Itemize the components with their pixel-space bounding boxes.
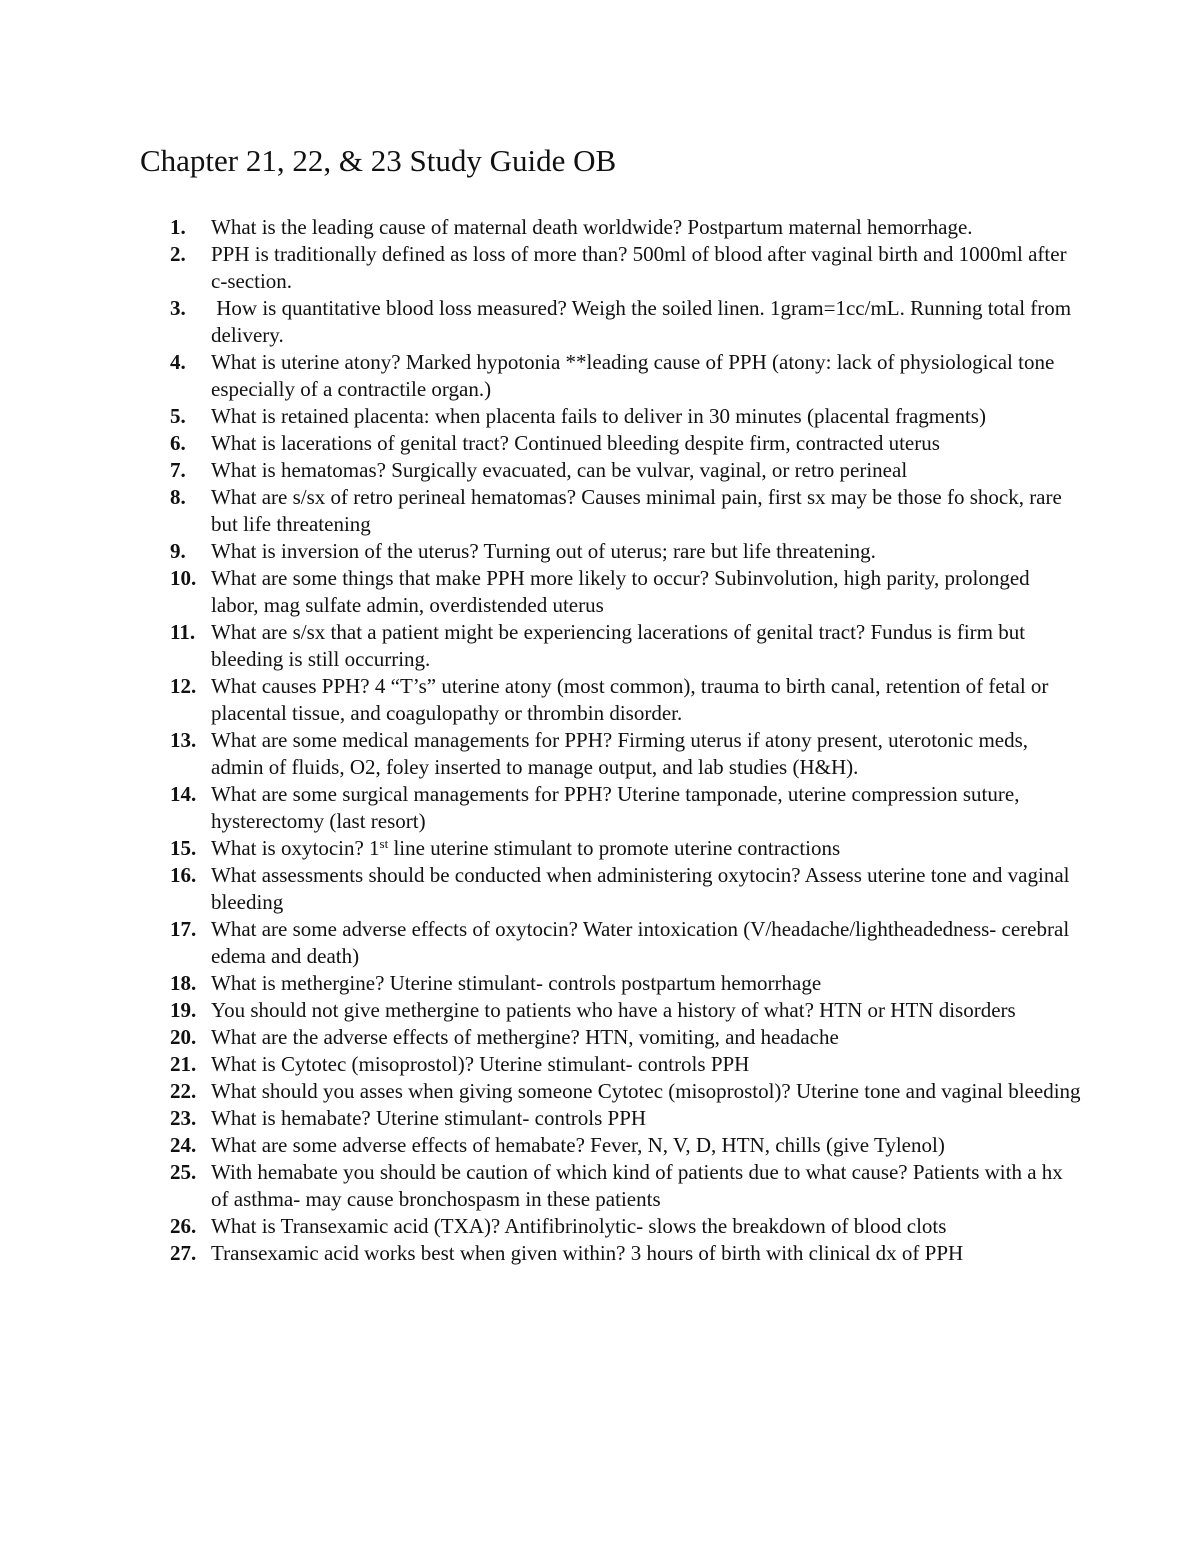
- list-item: [0, 565, 1081, 619]
- item-number: 27.: [170, 1241, 197, 1265]
- item-number: 9.: [170, 539, 186, 563]
- list-item: [0, 1240, 1081, 1267]
- item-number: 17.: [170, 917, 197, 941]
- item-number: 15.: [170, 836, 197, 860]
- item-number: 11.: [170, 620, 196, 644]
- list-item: [0, 1159, 1081, 1213]
- list-item: [0, 916, 1081, 970]
- list-item: [0, 214, 1081, 241]
- item-number: 16.: [170, 863, 197, 887]
- item-text: What are some medical managements for PPH? Firming uterus if atony present, uterotonic meds, admin of fluids, O2, foley inserted to manage output, and lab studies (H&H).: [211, 728, 1029, 779]
- list-item: [0, 430, 1081, 457]
- list-item: [0, 403, 1081, 430]
- item-number: 26.: [170, 1214, 197, 1238]
- item-text-before: What is oxytocin? 1: [211, 836, 380, 860]
- item-text: What is Transexamic acid (TXA)? Antifibrinolytic- slows the breakdown of blood clots: [211, 1214, 947, 1238]
- item-text: What are some adverse effects of oxytocin? Water intoxication (V/headache/lightheadedness- cerebral edema and death): [211, 917, 1070, 968]
- list-item: [0, 997, 1081, 1024]
- item-text: What are some things that make PPH more likely to occur? Subinvolution, high parity, prolonged labor, mag sulfate admin, overdistended uterus: [211, 566, 1030, 617]
- item-number: 5.: [170, 404, 186, 428]
- item-number: 25.: [170, 1160, 197, 1184]
- page-title: Chapter 21, 22, & 23 Study Guide OB: [140, 143, 617, 178]
- item-number: 1.: [170, 215, 186, 239]
- list-item: [0, 484, 1081, 538]
- list-item: [0, 1051, 1081, 1078]
- list-item: [0, 970, 1081, 997]
- list-item: [0, 1024, 1081, 1051]
- item-text: PPH is traditionally defined as loss of more than? 500ml of blood after vaginal birth and 1000ml after c-section.: [211, 242, 1067, 293]
- list-item: [0, 1213, 1081, 1240]
- item-text: What are some surgical managements for PPH? Uterine tamponade, uterine compression suture, hysterectomy (last resort): [211, 782, 1020, 833]
- list-item: [0, 835, 1081, 862]
- item-number: 18.: [170, 971, 197, 995]
- item-number: 8.: [170, 485, 186, 509]
- item-number: 13.: [170, 728, 197, 752]
- list-item: [0, 538, 1081, 565]
- item-number: 12.: [170, 674, 197, 698]
- item-text: What is uterine atony? Marked hypotonia **leading cause of PPH (atony: lack of physiological tone especially of a contractile organ.): [211, 350, 1055, 401]
- list-item: [0, 295, 1081, 349]
- item-number: 22.: [170, 1079, 197, 1103]
- ordinal-superscript: st: [379, 836, 389, 851]
- item-text: Transexamic acid works best when given within? 3 hours of birth with clinical dx of PPH: [211, 1241, 964, 1265]
- item-text: What is inversion of the uterus? Turning out of uterus; rare but life threatening.: [211, 539, 876, 563]
- item-text: What is methergine? Uterine stimulant- controls postpartum hemorrhage: [211, 971, 822, 995]
- list-item: [0, 727, 1081, 781]
- item-text: How is quantitative blood loss measured? Weigh the soiled linen. 1gram=1cc/mL. Running total from delivery.: [211, 296, 1077, 347]
- list-item: [0, 241, 1081, 295]
- item-text: What are the adverse effects of methergine? HTN, vomiting, and headache: [211, 1025, 839, 1049]
- item-text: What is hemabate? Uterine stimulant- controls PPH: [211, 1106, 647, 1130]
- item-text-after: line uterine stimulant to promote uterine contractions: [388, 836, 841, 860]
- item-number: 3.: [170, 296, 186, 320]
- item-number: 23.: [170, 1106, 197, 1130]
- list-item: [0, 1105, 1081, 1132]
- list-item: [0, 781, 1081, 835]
- list-item: [0, 1132, 1081, 1159]
- item-text: What is hematomas? Surgically evacuated, can be vulvar, vaginal, or retro perineal: [211, 458, 908, 482]
- item-number: 19.: [170, 998, 197, 1022]
- item-text: You should not give methergine to patients who have a history of what? HTN or HTN disorders: [211, 998, 1016, 1022]
- item-text: What are s/sx that a patient might be experiencing lacerations of genital tract? Fundus is firm but bleeding is still occurring.: [211, 620, 1026, 671]
- item-number: 2.: [170, 242, 186, 266]
- list-item: [0, 673, 1081, 727]
- item-number: 20.: [170, 1025, 197, 1049]
- item-number: 4.: [170, 350, 186, 374]
- list-item: [0, 1078, 1081, 1105]
- item-number: 10.: [170, 566, 197, 590]
- item-text: What should you asses when giving someone Cytotec (misoprostol)? Uterine tone and vaginal bleeding: [211, 1079, 1081, 1103]
- item-number: 14.: [170, 782, 197, 806]
- item-text: What causes PPH? 4 “T’s” uterine atony (most common), trauma to birth canal, retention of fetal or placental tissue, and coagulopathy or thrombin disorder.: [211, 674, 1049, 725]
- item-number: 6.: [170, 431, 186, 455]
- list-item: [0, 619, 1081, 673]
- item-text: With hemabate you should be caution of which kind of patients due to what cause? Patients with a hx of asthma- may cause bronchospasm in these patients: [211, 1160, 1063, 1211]
- item-text: What are s/sx of retro perineal hematomas? Causes minimal pain, first sx may be those fo shock, rare but life threatening: [211, 485, 1062, 536]
- item-text: What is lacerations of genital tract? Continued bleeding despite firm, contracted uterus: [211, 431, 940, 455]
- list-item: [0, 457, 1081, 484]
- list-item: [0, 862, 1081, 916]
- item-number: 21.: [170, 1052, 197, 1076]
- item-number: 24.: [170, 1133, 197, 1157]
- list-item: [0, 349, 1081, 403]
- item-text: What are some adverse effects of hemabate? Fever, N, V, D, HTN, chills (give Tylenol): [211, 1133, 945, 1157]
- item-number: 7.: [170, 458, 186, 482]
- item-text: What is the leading cause of maternal death worldwide? Postpartum maternal hemorrhage.: [211, 215, 973, 239]
- item-text: What is retained placenta: when placenta fails to deliver in 30 minutes (placental fragments): [211, 404, 986, 428]
- item-text: What is Cytotec (misoprostol)? Uterine stimulant- controls PPH: [211, 1052, 750, 1076]
- study-question-list: [0, 214, 1200, 1267]
- item-text: What assessments should be conducted when administering oxytocin? Assess uterine tone and vaginal bleeding: [211, 863, 1070, 914]
